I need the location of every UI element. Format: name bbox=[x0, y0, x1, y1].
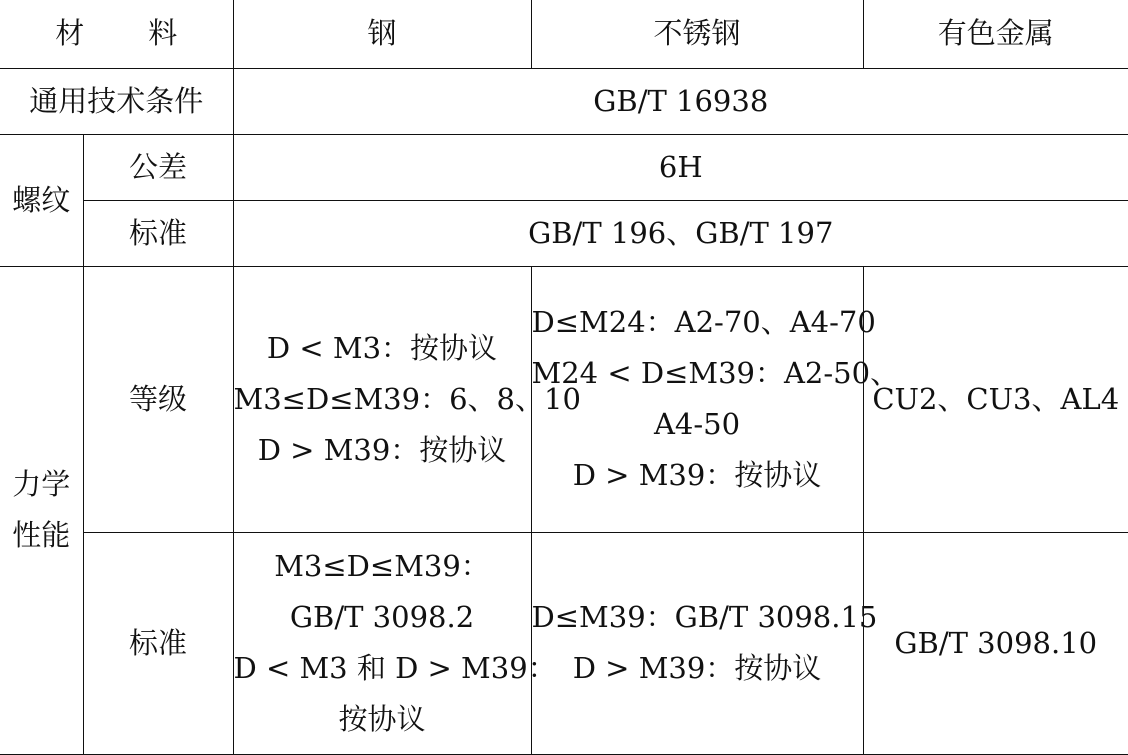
mech-standard-steel-line-1: M3≤D≤M39： bbox=[274, 549, 490, 583]
mechanical-group-line-1: 力学 bbox=[12, 467, 71, 501]
grade-stainless-line-1: D≤M24：A2-70、A4-70 bbox=[531, 305, 876, 339]
grade-stainless-line-4: D > M39：按协议 bbox=[572, 458, 822, 492]
mech-standard-steel-line-4: 按协议 bbox=[338, 702, 426, 736]
thread-tolerance-label: 公差 bbox=[83, 134, 233, 200]
mech-standard-label: 标准 bbox=[83, 532, 233, 754]
header-stainless: 不锈钢 bbox=[531, 0, 863, 68]
grade-steel-line-3: D > M39：按协议 bbox=[257, 432, 507, 467]
thread-group-label: 螺纹 bbox=[0, 134, 83, 266]
general-value: GB/T 16938 bbox=[233, 68, 1128, 134]
grade-label: 等级 bbox=[83, 266, 233, 532]
thread-tolerance-row bbox=[0, 134, 1128, 200]
grade-steel-line-1: D < M3：按协议 bbox=[266, 330, 498, 365]
grade-steel-line-2: M3≤D≤M39：6、8、10 bbox=[233, 381, 581, 416]
standard-row bbox=[0, 532, 1128, 754]
mech-standard-nonferrous: GB/T 3098.10 bbox=[863, 532, 1128, 754]
mechanical-group-label bbox=[0, 266, 83, 754]
thread-standard-label: 标准 bbox=[83, 200, 233, 266]
mech-standard-stainless-line-1: D≤M39：GB/T 3098.15 bbox=[531, 600, 878, 634]
mech-standard-stainless bbox=[531, 532, 878, 754]
mech-standard-steel bbox=[233, 532, 557, 754]
header-nonferrous: 有色金属 bbox=[863, 0, 1128, 68]
thread-tolerance-value: 6H bbox=[233, 134, 1128, 200]
header-material bbox=[0, 0, 233, 68]
grade-stainless-line-3: A4-50 bbox=[653, 407, 741, 441]
grade-row bbox=[0, 266, 1128, 532]
general-label: 通用技术条件 bbox=[0, 68, 233, 134]
header-steel: 钢 bbox=[233, 0, 531, 68]
grade-steel bbox=[233, 266, 581, 532]
mech-standard-steel-line-2: GB/T 3098.2 bbox=[289, 600, 475, 634]
header-row bbox=[0, 0, 1128, 68]
header-material-char-2: 料 bbox=[148, 16, 178, 51]
grade-stainless-line-2: M24 < D≤M39：A2-50、 bbox=[531, 356, 900, 390]
thread-standard-value: GB/T 196、GB/T 197 bbox=[233, 200, 1128, 266]
mech-standard-stainless-line-2: D > M39：按协议 bbox=[572, 651, 822, 685]
grade-nonferrous: CU2、CU3、AL4 bbox=[863, 266, 1128, 532]
general-row bbox=[0, 68, 1128, 134]
header-material-char-1: 材 bbox=[55, 16, 85, 51]
mech-standard-steel-line-3: D < M3 和 D > M39： bbox=[233, 651, 557, 685]
thread-standard-row bbox=[0, 200, 1128, 266]
mechanical-group-line-2: 性能 bbox=[12, 518, 71, 552]
